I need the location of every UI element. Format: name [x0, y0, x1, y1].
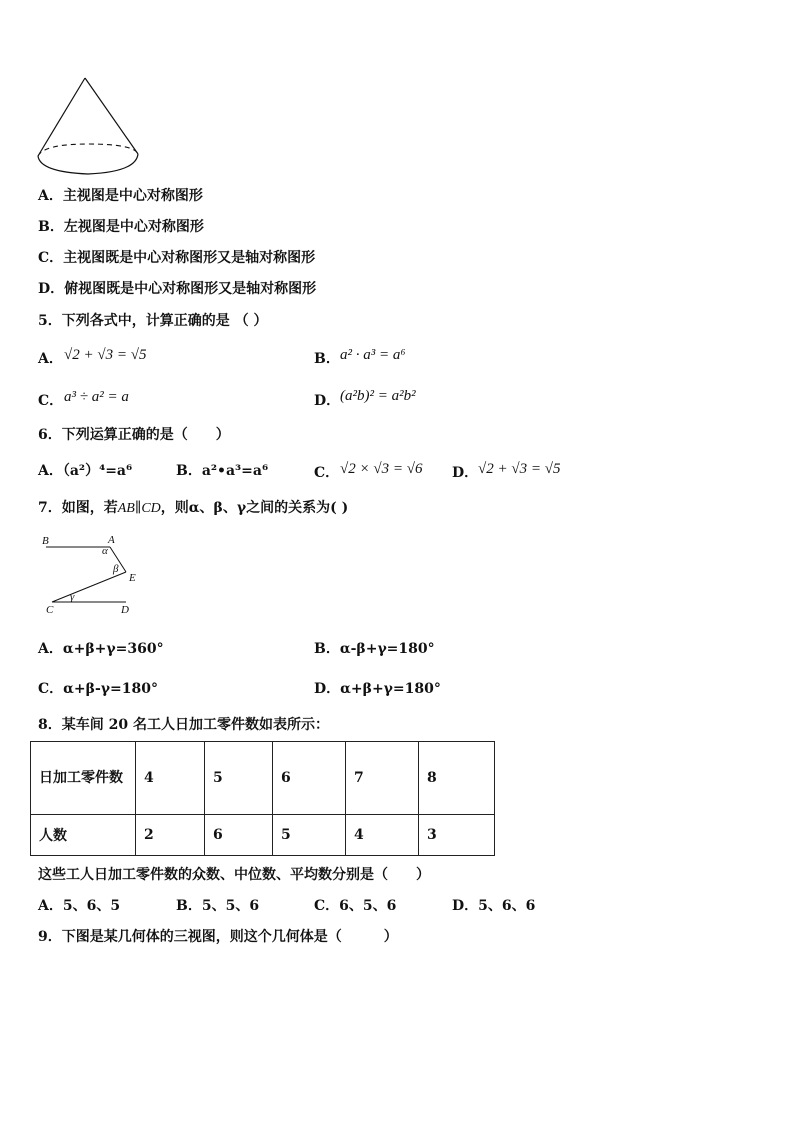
- q5-c-expr: a³ ÷ a² = a: [64, 389, 129, 405]
- q7-option-a: A．α+β+γ=360°: [38, 641, 164, 657]
- q5-d-label: D．: [314, 393, 341, 409]
- table-row: [31, 815, 495, 856]
- q8-stem: 8．某车间 20 名工人日加工零件数如表所示：: [38, 717, 329, 733]
- q7-label-a: A: [108, 534, 115, 546]
- q5-a-expr: √2 + √3 = √5: [64, 347, 147, 363]
- q6-d-expr: √2 + √3 = √5: [478, 461, 561, 477]
- table-cell: 5: [205, 742, 273, 815]
- q8-option-d: D．5、6、6: [452, 898, 536, 914]
- q6-stem: 6．下列运算正确的是（ ）: [38, 427, 230, 443]
- q5-a-label: A．: [38, 351, 63, 367]
- table-cell: 人数: [31, 815, 136, 856]
- q7-label-c: C: [46, 604, 54, 616]
- q7-option-d: D．α+β+γ=180°: [314, 681, 441, 697]
- q7-stem-pre: 7．如图，若: [38, 500, 118, 516]
- q8-data-table: [30, 741, 495, 856]
- table-cell: 7: [346, 742, 419, 815]
- q5-b-label: B．: [314, 351, 340, 367]
- q7-stem: [38, 499, 348, 518]
- q4-option-b: B．左视图是中心对称图形: [38, 219, 204, 235]
- q5-d-expr: (a²b)² = a²b²: [340, 388, 416, 404]
- table-row: [31, 742, 495, 815]
- table-cell: 3: [419, 815, 495, 856]
- table-cell: 6: [205, 815, 273, 856]
- q6-c-label: C．: [314, 465, 340, 481]
- table-cell: 5: [273, 815, 346, 856]
- table-cell: 8: [419, 742, 495, 815]
- q7-label-b: B: [42, 535, 49, 547]
- q4-option-c: C．主视图既是中心对称图形又是轴对称图形: [38, 250, 316, 266]
- q7-label-e: E: [129, 572, 136, 584]
- table-cell: 2: [136, 815, 205, 856]
- q7-stem-ab: AB∥CD: [117, 501, 161, 516]
- table-cell: 6: [273, 742, 346, 815]
- q7-label-alpha: α: [102, 545, 108, 557]
- cone-figure: [34, 74, 146, 180]
- q7-option-b: B．α-β+γ=180°: [314, 641, 435, 657]
- q7-label-gamma: γ: [70, 591, 75, 603]
- q5-stem: 5．下列各式中，计算正确的是 （ ）: [38, 313, 268, 329]
- q9-stem: 9．下图是某几何体的三视图，则这个几何体是（ ）: [38, 929, 398, 945]
- q6-c-expr: √2 × √3 = √6: [340, 461, 423, 477]
- q6-d-label: D．: [452, 465, 479, 481]
- q8-option-b: B．5、5、6: [176, 898, 260, 914]
- q8-option-a: A．5、6、5: [38, 898, 121, 914]
- table-cell: 日加工零件数: [31, 742, 136, 815]
- q7-label-beta: β: [113, 563, 119, 575]
- table-cell: 4: [346, 815, 419, 856]
- q4-option-a: A．主视图是中心对称图形: [38, 188, 203, 204]
- q7-stem-post: ，则α、β、γ之间的关系为( ): [160, 500, 349, 516]
- q4-option-d: D．俯视图既是中心对称图形又是轴对称图形: [38, 281, 317, 297]
- q7-label-d: D: [121, 604, 129, 616]
- q8-option-c: C．6、5、6: [314, 898, 397, 914]
- q5-b-expr: a² · a³ = a⁶: [340, 347, 406, 363]
- q7-option-c: C．α+β-γ=180°: [38, 681, 158, 697]
- q6-option-b: B．a²•a³=a⁶: [176, 463, 269, 479]
- table-cell: 4: [136, 742, 205, 815]
- q8-question: 这些工人日加工零件数的众数、中位数、平均数分别是（ ）: [38, 867, 430, 883]
- q5-c-label: C．: [38, 393, 64, 409]
- q6-option-a: A．（a²）⁴=a⁶: [38, 463, 133, 479]
